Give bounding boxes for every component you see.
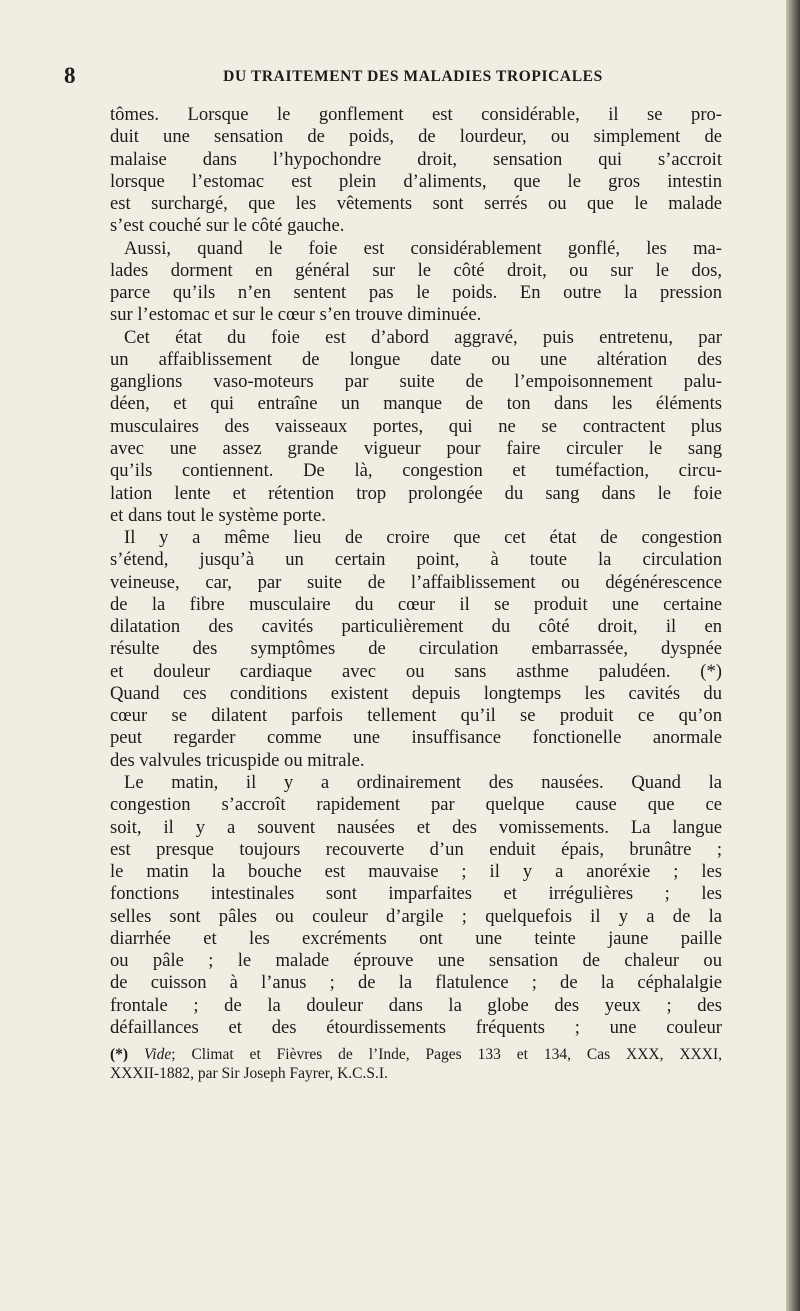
text-line: déen, et qui entraîne un manque de ton dans les éléments: [110, 393, 722, 415]
text-line: musculaires des vaisseaux portes, qui ne se contractent plus: [110, 415, 722, 437]
running-head: [64, 62, 714, 92]
text-line: Il y a même lieu de croire que cet état de congestion: [124, 527, 722, 549]
text-line: s’est couché sur le côté gauche.: [110, 215, 345, 237]
text-line: de cuisson à l’anus ; de la flatulence ; de la céphalalgie: [110, 972, 722, 994]
text-line: dilatation des cavités particulièrement du côté droit, il en: [110, 616, 722, 638]
text-line: ganglions vaso-moteurs par suite de l’empoisonnement palu-: [110, 371, 722, 393]
text-line: diarrhée et les excréments ont une teinte jaune paille: [110, 927, 722, 949]
text-line: duit une sensation de poids, de lourdeur, ou simplement de: [110, 126, 722, 148]
text-line: est presque toujours recouverte d’un enduit épais, brunâtre ;: [110, 838, 722, 860]
footnote-line: [110, 1045, 722, 1064]
text-line: lation lente et rétention trop prolongée du sang dans le foie: [110, 482, 722, 504]
body-text: [110, 104, 722, 1039]
text-line: est surchargé, que les vêtements sont serrés ou que le malade: [110, 193, 722, 215]
text-line: et dans tout le système porte.: [110, 504, 326, 526]
text-line: résulte des symptômes de circulation embarrassée, dyspnée: [110, 638, 722, 660]
text-line: lades dorment en général sur le côté droit, ou sur le dos,: [110, 259, 722, 281]
footnote-marker: (*): [110, 1046, 129, 1063]
footnote-vide: Vide: [143, 1046, 172, 1063]
text-line: malaise dans l’hypochondre droit, sensation qui s’accroit: [110, 148, 722, 170]
text-line: Quand ces conditions existent depuis longtemps les cavités du: [110, 682, 722, 704]
text-line: congestion s’accroît rapidement par quelque cause que ce: [110, 794, 722, 816]
running-head-title: DU TRAITEMENT DES MALADIES TROPICALES: [223, 68, 603, 85]
text-line: selles sont pâles ou couleur d’argile ; quelquefois il y a de la: [110, 905, 722, 927]
text-line: veineuse, car, par suite de l’affaiblissement ou dégénérescence: [110, 571, 722, 593]
text-line: défaillances et des étourdissements fréquents ; une couleur: [110, 1016, 722, 1038]
text-line: tômes. Lorsque le gonflement est considérable, il se pro-: [110, 104, 722, 125]
text-line: Aussi, quand le foie est considérablement gonflé, les ma-: [124, 237, 722, 259]
text-line: lorsque l’estomac est plein d’aliments, que le gros intestin: [110, 170, 722, 192]
text-line: et douleur cardiaque avec ou sans asthme paludéen. (*): [110, 660, 722, 682]
text-line: cœur se dilatent parfois tellement qu’il se produit ce qu’on: [110, 705, 722, 727]
footnote-line: XXXII-1882, par Sir Joseph Fayrer, K.C.S.I.: [110, 1065, 388, 1082]
footnote: [110, 1045, 722, 1083]
text-line: des valvules tricuspide ou mitrale.: [110, 749, 365, 771]
text-line: ou pâle ; le malade éprouve une sensation de chaleur ou: [110, 950, 722, 972]
footnote-citation: ; Climat et Fièvres de l’Inde, Pages 133 et 134, Cas XXX, XXXI,: [171, 1046, 722, 1063]
book-spine-shadow: [786, 0, 800, 1311]
text-line: s’étend, jusqu’à un certain point, à toute la circulation: [110, 549, 722, 571]
text-line: le matin la bouche est mauvaise ; il y a anoréxie ; les: [110, 861, 722, 883]
text-line: soit, il y a souvent nausées et des vomissements. La langue: [110, 816, 722, 838]
text-line: parce qu’ils n’en sentent pas le poids. En outre la pression: [110, 282, 722, 304]
text-line: qu’ils contiennent. De là, congestion et tuméfaction, circu-: [110, 460, 722, 482]
text-line: Cet état du foie est d’abord aggravé, puis entretenu, par: [124, 326, 722, 348]
text-line: Le matin, il y a ordinairement des nausées. Quand la: [124, 771, 722, 793]
text-line: sur l’estomac et sur le cœur s’en trouve diminuée.: [110, 304, 482, 326]
text-line: de la fibre musculaire du cœur il se produit une certaine: [110, 593, 722, 615]
text-line: un affaiblissement de longue date ou une altération des: [110, 348, 722, 370]
page-number: 8: [64, 63, 76, 88]
text-line: frontale ; de la douleur dans la globe des yeux ; des: [110, 994, 722, 1016]
text-line: avec une assez grande vigueur pour faire circuler le sang: [110, 437, 722, 459]
text-line: fonctions intestinales sont imparfaites et irrégulières ; les: [110, 883, 722, 905]
text-line: peut regarder comme une insuffisance fonctionelle anormale: [110, 727, 722, 749]
